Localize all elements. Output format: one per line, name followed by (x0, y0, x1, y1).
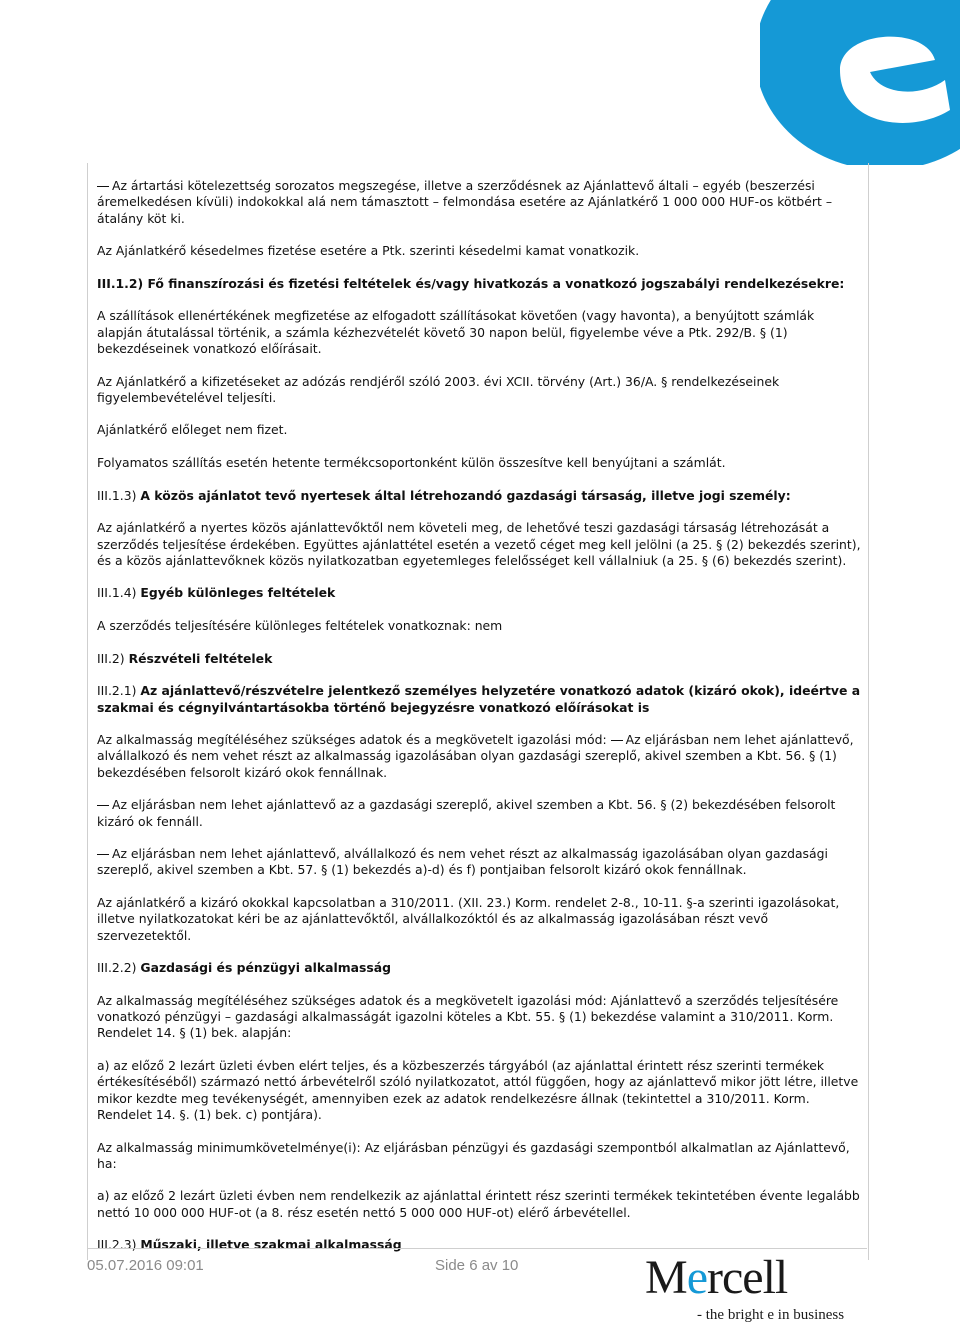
paragraph: A szerződés teljesítésére különleges feltételek vonatkoznak: nem (97, 618, 503, 634)
section-title: A közös ajánlatot tevő nyertesek által létrehozandó gazdasági társaság, illetve jogi személy: (140, 487, 791, 503)
section-heading (97, 488, 862, 504)
paragraph: Az Ajánlatkérő késedelmes fizetése esetére a Ptk. szerinti késedelmi kamat vonatkozik. (97, 243, 640, 259)
brand-e-logo-mark (760, 0, 960, 165)
section-title: Egyéb különleges feltételek (140, 585, 336, 601)
section-number: III.1.4) (97, 585, 137, 601)
section-title: Műszaki, illetve szakmai alkalmasság (140, 1237, 402, 1253)
section-number: III.2) (97, 650, 125, 666)
paragraph (97, 846, 862, 879)
brand-wordmark (645, 1252, 787, 1304)
paragraph-text: Az eljárásban nem lehet ajánlattevő az a gazdasági szereplő, akivel szemben a Kbt. 56. § (2) bekezdésében felsorolt kizáró ok fennáll. (97, 797, 836, 829)
section-title: Gazdasági és pénzügyi alkalmasság (140, 960, 391, 976)
section-title: Részvételi feltételek (128, 650, 273, 666)
brand-logo (645, 1252, 845, 1324)
footer-divider (87, 1248, 867, 1249)
paragraph: Az Ajánlatkérő a kifizetéseket az adózás rendjéről szóló 2003. évi XCII. törvény (Art.) 36/A. § rendelkezéseinek figyelembevételével teljesíti. (97, 373, 780, 405)
dash-bullet (611, 740, 623, 741)
section-number: III.2.3) (97, 1237, 137, 1253)
dash-bullet (97, 186, 109, 187)
paragraph: Az alkalmasság megítéléséhez szükséges adatok és a megkövetelt igazolási mód: Ajánlattevő a szerződés teljesítésére vonatkozó pénzügyi – gazdasági alkalmasságát igazolni köteles a Kbt. 55. § (1) bekezdése valamint a 310/2011. Korm. Rendelet 14. § (1) bek. alapján: (97, 992, 839, 1041)
section-heading (97, 651, 862, 667)
section-heading (97, 683, 862, 716)
brand-letters: rcell (707, 1251, 788, 1304)
footer-page-number: Side 6 av 10 (435, 1257, 519, 1274)
paragraph: Ajánlatkérő előleget nem fizet. (97, 422, 288, 438)
brand-tagline: - the bright e in business (697, 1307, 845, 1323)
paragraph-text: Az eljárásban nem lehet ajánlattevő, alvállalkozó és nem vehet részt az alkalmasság igazolásában olyan gazdasági szereplő, akivel szemben a Kbt. 57. § (1) bekezdés a)-d) és f) pontjaiban felsorolt kizáró okok fennállnak. (97, 846, 828, 878)
paragraph: Az ajánlatkérő a kizáró okokkal kapcsolatban a 310/2011. (XII. 23.) Korm. rendelet 2-8., 10-11. §-a szerinti igazolásokat, illetve nyilatkozatokat kéri be az ajánlattevőktől, alvállalkozóktól és az alkalmasság igazolásában részt vevő szervezetektől. (97, 895, 840, 943)
paragraph: Az alkalmasság minimumkövetelménye(i): Az eljárásban pénzügyi és gazdasági szempontból alkalmatlan az Ajánlattevő, ha: (97, 1139, 850, 1171)
section-title: Az ajánlattevő/részvételre jelentkező személyes helyzetére vonatkozó adatok (kizáró okok), ideértve a szakmai és cégnyilvántartásokba történő bejegyzésre vonatkozó előírásokat is (97, 683, 861, 715)
section-number: III.2.2) (97, 960, 137, 976)
dash-bullet (97, 854, 109, 855)
footer-date: 05.07.2016 09:01 (87, 1257, 204, 1274)
section-number: III.1.3) (97, 487, 137, 503)
document-body (97, 178, 862, 1270)
paragraph: Az ajánlatkérő a nyertes közös ajánlattevőktől nem követeli meg, de lehetővé teszi gazdasági társaság létrehozását a szerződés teljesítése érdekében. Együttes ajánlattétel esetén a vezető céget meg kell jelölni (a 25. § (2) bekezdés szerint), és a közös ajánlattevőknek közös nyilatkozatban egyetemleges felelősséget kell vállalniuk (a 25. § (6) bekezdés szerint). (97, 520, 861, 568)
dash-bullet (97, 805, 109, 806)
brand-letter-e: e (686, 1251, 707, 1304)
paragraph-text: Az eljárásban nem lehet ajánlattevő, alvállalkozó és nem vehet részt az alkalmasság igazolásában olyan gazdasági szereplő, akivel szemben a Kbt. 56. § (1) bekezdésében felsorolt kizáró okok fennállnak. (97, 732, 854, 780)
paragraph: a) az előző 2 lezárt üzleti évben elért teljes, és a közbeszerzés tárgyából (az ajánlattal érintett rész szerinti termékek értékesítéséből) származó nettó árbevételről szóló nyilatkozatot, attól függően, hogy az ajánlattevő mikor jött létre, illetve mikor kezdte meg tevékenységét, amennyiben ezek az adatok rendelkezésre állnak (tekintettel a 310/2011. Korm. Rendelet 14. §. (1) bek. c) pontjára). (97, 1058, 859, 1122)
section-number: III.2.1) (97, 683, 137, 699)
paragraph: Folyamatos szállítás esetén hetente termékcsoportonként külön összesítve kell benyújtani a számlát. (97, 455, 726, 471)
brand-letter: M (645, 1251, 687, 1304)
paragraph (97, 732, 862, 781)
paragraph-text: Az alkalmasság megítéléséhez szükséges adatok és a megkövetelt igazolási mód: (97, 732, 607, 748)
paragraph: a) az előző 2 lezárt üzleti évben nem rendelkezik az ajánlattal érintett rész szerinti termékek tekintetében évente legalább nettó 10 000 000 HUF-ot (a 8. rész esetén nettó 5 000 000 HUF-ot) elérő árbevétellel. (97, 1188, 860, 1220)
section-heading: III.1.2) Fő finanszírozási és fizetési feltételek és/vagy hivatkozás a vonatkozó jogszabályi rendelkezésekre: (97, 275, 845, 291)
paragraph (97, 178, 862, 227)
paragraph-text: Az ártartási kötelezettség sorozatos megszegése, illetve a szerződésnek az Ajánlattevő általi – egyéb (beszerzési áremelkedésen kívüli) indokokkal alá nem támasztott – felmondása esetére az Ajánlatkérő 1 000 000 HUF-os kötbért – átalány köt ki. (97, 178, 833, 226)
paragraph (97, 797, 862, 830)
paragraph: A szállítások ellenértékének megfizetése az elfogadott szállításokat követően (vagy havonta), a benyújtott számlák alapján átutalással történik, a számla kézhezvételét követő 30 napon belül, figyelembe véve a Ptk. 292/B. § (1) bekezdéseinek vonatkozó előírásait. (97, 308, 815, 356)
section-heading (97, 585, 862, 601)
section-heading (97, 960, 862, 976)
